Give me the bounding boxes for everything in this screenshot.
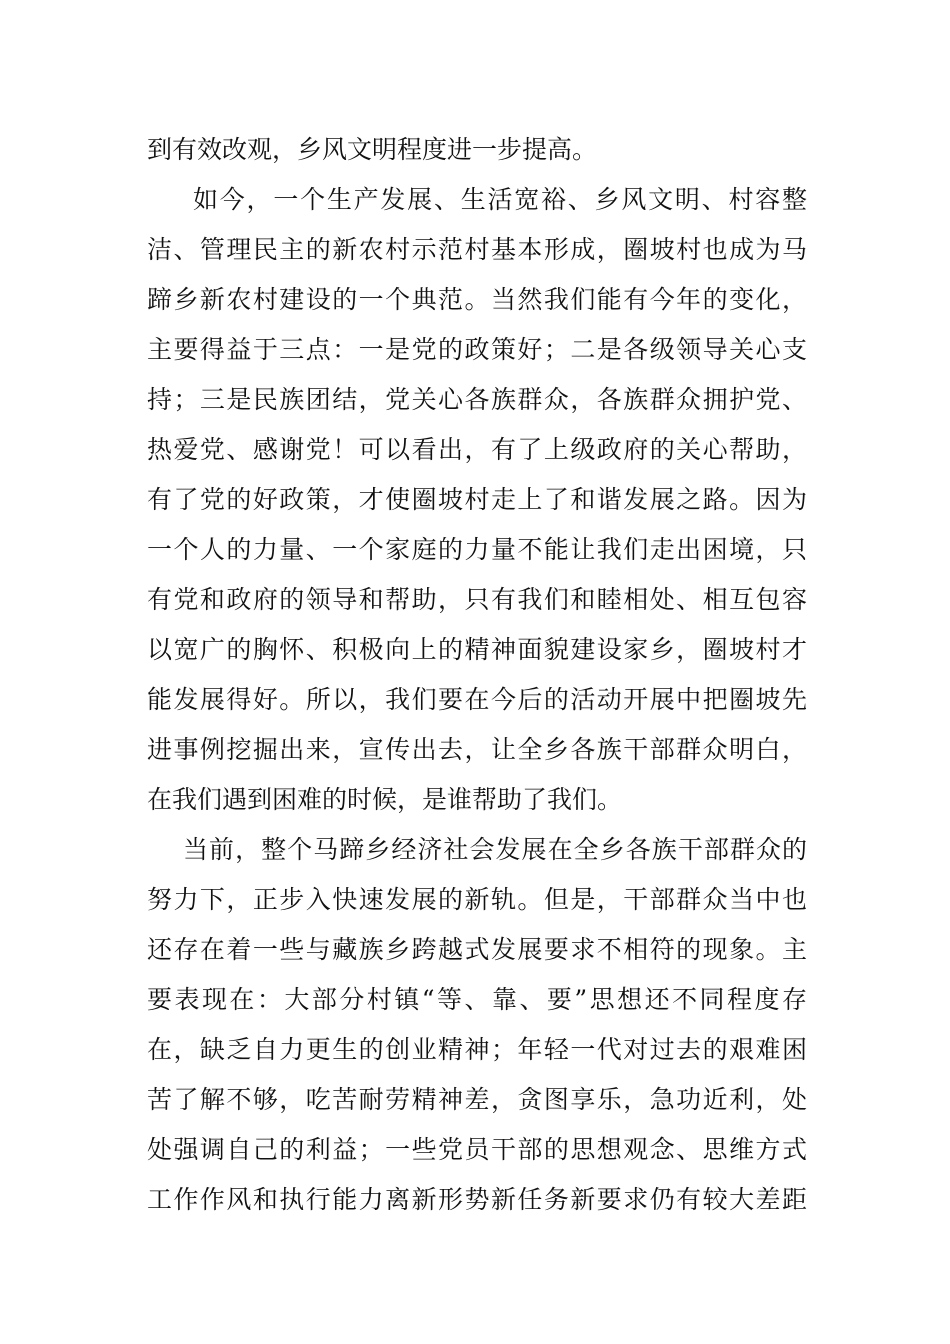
text-line: 有了党的好政策，才使圈坡村走上了和谐发展之路。因为: [147, 485, 807, 514]
text-line: 要表现在：大部分村镇“等、靠、要”思想还不同程度存: [147, 985, 807, 1014]
text-line: 工作作风和执行能力离新形势新任务新要求仍有较大差距: [147, 1185, 807, 1214]
paragraph-first-line: 当前，整个马蹄乡经济社会发展在全乡各族干部群众的: [183, 835, 807, 864]
text-line: 热爱党、感谢党！可以看出，有了上级政府的关心帮助，: [147, 435, 807, 464]
text-line: 到有效改观，乡风文明程度进一步提高。: [147, 135, 598, 164]
text-line: 以宽广的胸怀、积极向上的精神面貌建设家乡，圈坡村才: [147, 635, 807, 664]
text-line: 一个人的力量、一个家庭的力量不能让我们走出困境，只: [147, 535, 807, 564]
text-line: 苦了解不够，吃苦耐劳精神差，贪图享乐，急功近利，处: [147, 1085, 807, 1114]
text-line: 处强调自己的利益；一些党员干部的思想观念、思维方式: [147, 1135, 807, 1164]
text-line: 还存在着一些与藏族乡跨越式发展要求不相符的现象。主: [147, 935, 807, 964]
text-line: 进事例挖掘出来，宣传出去，让全乡各族干部群众明白，: [147, 735, 807, 764]
text-line: 在，缺乏自力更生的创业精神；年轻一代对过去的艰难困: [147, 1035, 807, 1064]
text-line: 有党和政府的领导和帮助，只有我们和睦相处、相互包容: [147, 585, 807, 614]
text-line: 在我们遇到困难的时候，是谁帮助了我们。: [147, 785, 623, 814]
text-line: 洁、管理民主的新农村示范村基本形成，圈坡村也成为马: [147, 235, 807, 264]
text-line: 持；三是民族团结，党关心各族群众，各族群众拥护党、: [147, 385, 807, 414]
text-line: 努力下，正步入快速发展的新轨。但是，干部群众当中也: [147, 885, 807, 914]
text-line: 主要得益于三点：一是党的政策好；二是各级领导关心支: [147, 335, 807, 364]
paragraph-first-line: 如今，一个生产发展、生活宽裕、乡风文明、村容整: [193, 185, 807, 214]
text-line: 能发展得好。所以，我们要在今后的活动开展中把圈坡先: [147, 685, 807, 714]
text-line: 蹄乡新农村建设的一个典范。当然我们能有今年的变化，: [147, 285, 807, 314]
